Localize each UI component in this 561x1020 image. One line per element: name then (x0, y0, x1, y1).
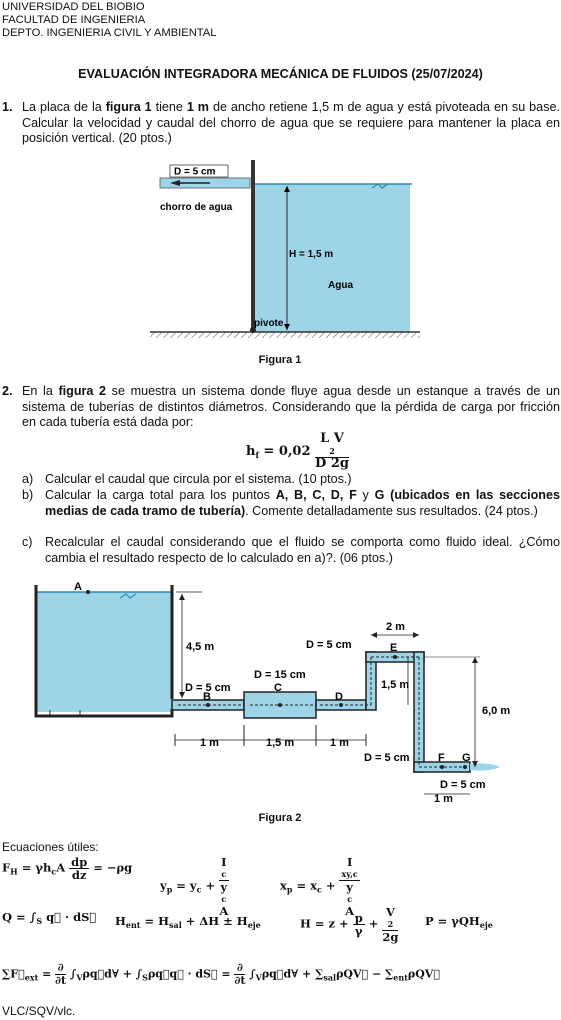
institution-header (2, 1, 217, 40)
q2c-label: c) (22, 535, 33, 549)
fig1-pivot-label: pivote (254, 318, 284, 329)
q2a-label: a) (22, 472, 34, 486)
dim-4-5m: 4,5 m (186, 641, 215, 653)
label-d5-bottom: D = 5 cm (364, 752, 410, 764)
ground (150, 332, 420, 338)
eq-hydrostatic-force: $F_H = \gamma h_cA$ $\frac{dp}{dz}$ = −ρg (2, 855, 133, 882)
fig1-height-label: H = 1,5 m (289, 249, 334, 260)
eq-flow-rate: $Q = \int_S$ q⃗ · dS⃗ (2, 910, 97, 926)
dim-1-5m-horizontal: 1,5 m (266, 737, 295, 749)
label-d5-left: D = 5 cm (185, 682, 231, 694)
q1-number: 1. (2, 100, 13, 114)
figure-2 (30, 580, 510, 805)
dim-6m: 6,0 m (482, 705, 510, 717)
header-university: UNIVERSIDAD DEL BIOBIO (2, 1, 145, 13)
q2-number: 2. (2, 384, 13, 398)
label-d15: D = 15 cm (254, 669, 306, 681)
eq-power: P = γQH$_{eje}$ (425, 914, 493, 930)
footer-initials: VLC/SQV/vlc. (2, 1004, 76, 1018)
eq-pressure-center-y: $y_p = y_c$ + I c y c A (160, 855, 229, 918)
label-d5-outlet: D = 5 cm (440, 779, 486, 791)
q1-text: La placa de la figura 1 tiene 1 m de ancho retiene 1,5 m de agua y está pivoteada en su base. Calcular la velocidad y caudal del chorro de agua que se requiere para mantener la placa en posición vertical. (20 ptos.) (22, 100, 560, 145)
eq-pressure-center-x: $x_p = x_c$ + I xy,c y c A (280, 855, 358, 918)
label-d5-top: D = 5 cm (306, 639, 352, 651)
fig1-diameter-label: D = 5 cm (174, 166, 216, 178)
point-a (86, 590, 90, 594)
dim-1m-c: 1 m (434, 793, 453, 805)
eq-energy-balance: $H_{ent} = H_{sal} + \Delta H \pm H_{eje}$ (115, 914, 261, 930)
figure-2-caption: Figura 2 (258, 812, 302, 824)
plate (251, 160, 255, 332)
header-department: DEPTO. INGENIERIA CIVIL Y AMBIENTAL (2, 27, 217, 39)
eq-total-head: H = z + $\frac{p}{\gamma}$ + V 2 2g (300, 905, 399, 944)
header-faculty: FACULTAD DE INGENIERIA (2, 14, 146, 26)
q2a-text: Calcular el caudal que circula por el sistema. (10 ptos.) (45, 472, 352, 486)
equations-title: Ecuaciones útiles: (2, 840, 99, 854)
dim-1m-a: 1 m (200, 737, 219, 749)
label-point-e: E (390, 642, 398, 654)
label-point-c: C (274, 682, 282, 694)
dim-2m: 2 m (386, 621, 405, 633)
fig1-water-label: Agua (328, 280, 353, 291)
dim-1m-b: 1 m (330, 737, 349, 749)
q2b-text: Calcular la carga total para los puntos A, B, C, D, F y G (ubicados en las secciones medias de cada tramo de tubería). Comente detalladamente sus resultados. (24 ptos.) (45, 488, 560, 518)
fig1-jet-label: chorro de agua (160, 202, 233, 213)
label-point-f: F (438, 752, 445, 764)
q2b-label: b) (22, 488, 34, 502)
exam-title: EVALUACIÓN INTEGRADORA MECÁNICA DE FLUIDOS (25/07/2024) (78, 67, 483, 81)
label-point-g: G (462, 752, 471, 764)
label-point-a: A (74, 581, 82, 593)
eq-momentum: $\sum F⃗_{ext}$ = $\frac{\partial}{\partial t}$ $\int_V\rho q⃗d\forall$ + $\int_S\rho q⃗q⃗$ · dS⃗ = $\frac{\partial}{\partial t}$ $\int_V\rho q⃗d\forall$ + $\sum_{sal}\rho QV⃗$ − $\sum_{ent}\rho QV⃗$ (2, 961, 440, 987)
label-point-b: B (203, 691, 211, 703)
q2-text: En la figura 2 se muestra un sistema donde fluye agua desde un estanque a través de un sistema de tuberías de distintos diámetros. Considerando que la pérdida de carga por fricción en cada tubería está dada por: (22, 384, 560, 429)
label-point-d: D (335, 691, 343, 703)
figure-1-caption: Figura 1 (258, 354, 302, 366)
pipe-system (172, 652, 500, 772)
friction-formula: $h_f = 0,02$ L V 2 D 2g (246, 431, 349, 471)
tank-water (36, 592, 172, 712)
figure-1 (150, 160, 420, 340)
dim-1-5m-vertical: 1,5 m (381, 679, 410, 691)
q2c-text: Recalcular el caudal considerando que el fluido se comporta como fluido ideal. ¿Cómo cambia el resultado respecto de lo calculado en a)?. (06 ptos.) (45, 535, 560, 565)
